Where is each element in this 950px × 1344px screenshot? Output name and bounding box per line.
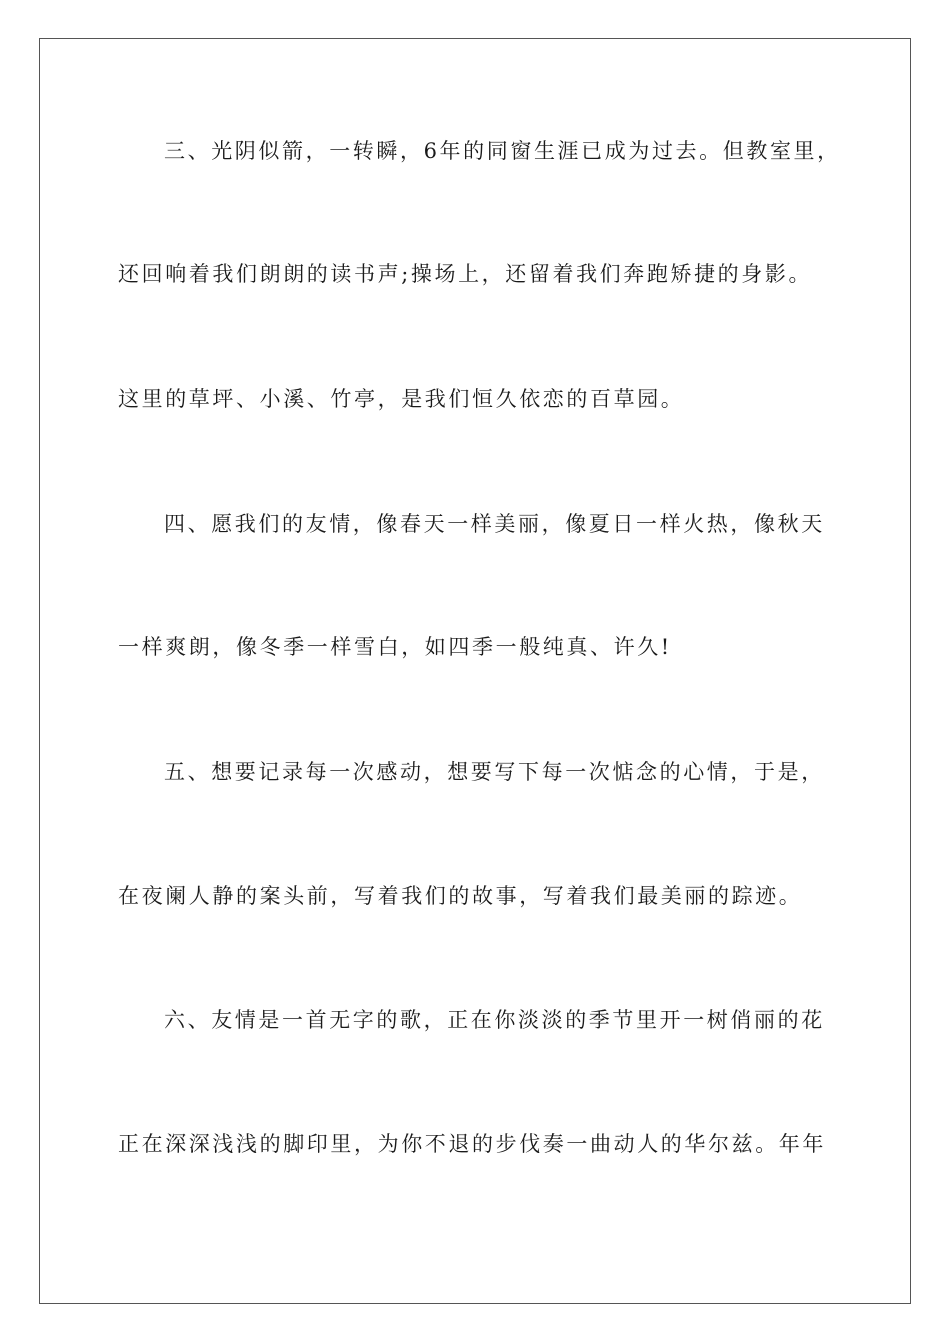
paragraph-3-line-2: 还回响着我们朗朗的读书声;操场上，还留着我们奔跑矫捷的身影。 bbox=[118, 262, 813, 286]
paragraph-6-line-1: 六、友情是一首无字的歌，正在你淡淡的季节里开一树俏丽的花 bbox=[164, 1008, 825, 1032]
paragraph-3-line-3: 这里的草坪、小溪、竹亭，是我们恒久依恋的百草园。 bbox=[118, 387, 685, 411]
paragraph-5-line-2: 在夜阑人静的案头前，写着我们的故事，写着我们最美丽的踪迹。 bbox=[118, 884, 803, 908]
page-border bbox=[39, 38, 911, 1304]
paragraph-4-line-2: 一样爽朗，像冬季一样雪白，如四季一般纯真、许久! bbox=[118, 635, 672, 659]
paragraph-3-line-1: 三、光阴似箭，一转瞬，6年的同窗生涯已成为过去。但教室里， bbox=[164, 139, 841, 163]
paragraph-5-line-1: 五、想要记录每一次感动，想要写下每一次惦念的心情，于是， bbox=[164, 760, 825, 784]
paragraph-6-line-2: 正在深深浅浅的脚印里，为你不退的步伐奏一曲动人的华尔兹。年年 bbox=[118, 1132, 826, 1156]
paragraph-4-line-1: 四、愿我们的友情，像春天一样美丽，像夏日一样火热，像秋天 bbox=[164, 512, 825, 536]
